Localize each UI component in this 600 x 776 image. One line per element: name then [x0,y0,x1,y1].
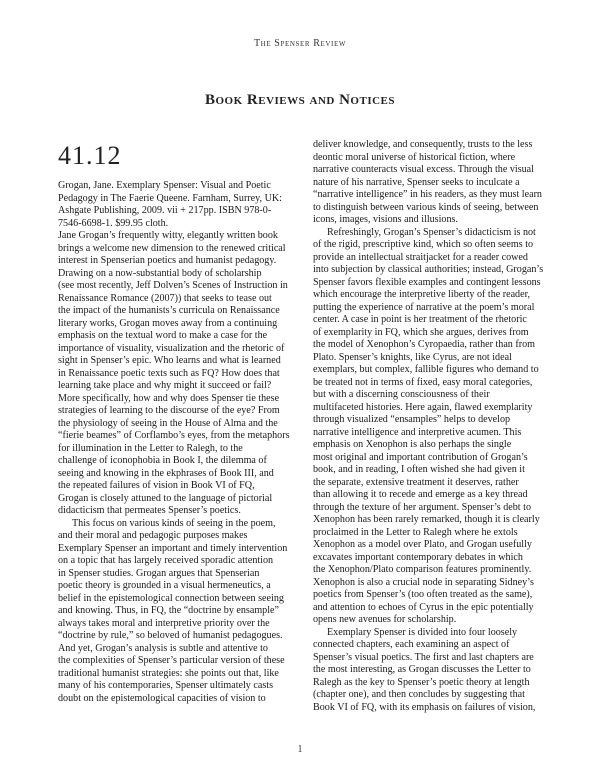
right-line: of the rigid, prescriptive kind, which so often seems to [313,239,534,250]
right-line: through visualized “ensamples” helps to develop [313,414,511,425]
right-line: poetics from Spenser’s (too often treated as the same), [313,589,533,600]
right-line: Xenophon has been rarely remarked, though it is clearly [313,514,540,525]
left-line: many of his contemporaries, Spenser ultimately casts [58,680,273,691]
right-line: narrative counteracts visual excess. Through the visual [313,164,534,175]
right-line: “narrative intelligence” in his readers, as they must learn [313,189,542,200]
right-line: the Xenophon/Plato comparison features prominently. [313,564,532,575]
left-line: the impact of the humanists’s curricula on Renaissance [58,305,280,316]
left-line: learning take place and why might it succeed or fail? [58,380,272,391]
right-line: narrative intelligence and interpretive acumen. This [313,426,522,438]
left-line: emphasis on the textual word to make a case for the [58,330,268,341]
left-line: for illumination in the Letter to Ralegh, to the [58,442,243,454]
left-line: “fierie beames” of Corflambo’s eyes, from the metaphors [58,430,290,441]
right-line: excavates important contemporary debates in which [313,551,523,563]
left-line: literary works, Grogan moves away from a continuing [58,317,278,329]
left-line: “doctrine by rule,” so beloved of humanist pedagogues. [58,630,283,641]
right-line: the model of Xenophon’s Cyropaedia, rather than from [313,339,535,350]
left-line: Renaissance Romance (2007)) that seeks to tease out [58,292,272,304]
right-line: Ralegh as the key to Spenser’s poetic theory at length [313,676,530,688]
left-line: in Spenser studies. Grogan argues that Spenserian [58,567,260,579]
right-line: Refreshingly, Grogan’s Spenser’s didacticism is not [327,226,536,238]
left-line: Ashgate Publishing, 2009. vii + 217pp. ISBN 978-0- [58,205,272,216]
right-line: connected chapters, each examining an aspect of [313,639,510,650]
right-line: to distinguish between various kinds of seeing, between [313,201,539,213]
left-line: the repeated failures of vision in Book VI of FQ, [58,480,255,491]
left-line: belief in the epistemological connection between seeing [58,592,284,604]
entry-number: 41.12 [58,141,122,170]
left-line: always takes moral and interpretive priority over the [58,617,270,629]
right-line: Plato. Spenser’s knights, like Cyrus, are not ideal [313,351,512,363]
right-line: center. A case in point is her treatment of the rhetoric [313,314,527,325]
right-line: deontic moral universe of historical fiction, where [313,151,516,163]
right-line: multifaceted histories. Here again, flawed exemplarity [313,401,533,413]
left-line: Drawing on a now-substantial body of scholarship [58,267,262,279]
right-line: the separate, extensive treatment it deserves, rather [313,476,519,488]
right-line: but with a discerning consciousness of their [313,389,490,400]
running-head: The Spenser Review [253,38,347,49]
right-line: icons, images, visions and illusions. [313,214,458,225]
left-line: 7546-6698-1. $99.95 cloth. [58,217,169,229]
left-line: on a topic that has largely received sporadic attention [58,555,274,566]
right-line: which encourage the interpretive liberty of the reader, [313,289,531,300]
left-line: Jane Grogan’s frequently witty, elegantly written book [58,230,278,241]
right-line: Exemplary Spenser is divided into four loosely [327,626,518,638]
left-line: didacticism that permeates Spenser’s poetics. [58,505,241,516]
left-line: sight in Spenser’s epic. Who learns and what is learned [58,355,281,366]
right-line: of exemplarity in FQ, which she argues, derives from [313,326,529,338]
right-line: emphasis on Xenophon is also perhaps the single [313,439,512,450]
left-line: challenge of iconophobia in Book I, the dilemma of [58,455,267,466]
left-line: interest in Spenserian poetics and humanist pedagogy. [58,255,277,266]
left-line: doubt on the epistemological capacities of vision to [58,692,266,704]
left-line: seeing and knowing in the ekphrases of Book III, and [58,467,274,479]
right-line: the most interesting, as Grogan discusses the Letter to [313,664,531,675]
left-line: in Renaissance poetic texts such as FQ? How does that [58,367,280,379]
left-line: the physiology of seeing in the House of Alma and the [58,417,278,429]
right-line: provide an intellectual straitjacket for a reader cowed [313,251,528,263]
right-line: through the texture of her argument. Spenser’s debt to [313,501,531,513]
page-number: 1 [297,744,303,755]
left-line: and their moral and pedagogic purposes makes [58,530,248,541]
right-line: Xenophon as a model over Plato, and Grogan usefully [313,539,532,550]
left-line: and knowing. Thus, in FQ, the “doctrine by ensample” [58,605,279,616]
right-line: most original and important contribution of Grogan’s [313,451,528,463]
right-line: Spenser’s visual poetics. The first and last chapters are [313,651,534,663]
left-line: Grogan, Jane. Exemplary Spenser: Visual and Poetic [58,180,271,191]
right-line: nature of his narrative, Spenser seeks to inculcate a [313,176,520,188]
right-line: than allowing it to recede and emerge as a key thread [313,489,528,500]
right-line: Spenser favors flexible examples and contingent lessons [313,276,541,288]
left-line: (see most recently, Jeff Dolven’s Scenes of Instruction in [58,280,288,291]
left-line: importance of visuality, visualization and the rhetoric of [58,342,285,354]
right-line: and attention to echoes of Cyrus in the epic potentially [313,601,534,613]
right-line: proclaimed in the Letter to Ralegh where he extols [313,526,518,538]
right-line: exemplars, but complex, fallible figures who demand to [313,364,539,375]
left-line: poetic theory is grounded in a visual hermeneutics, a [58,580,271,591]
left-column [58,180,298,705]
left-line: Pedagogy in The Faerie Queene. Farnham, Surrey, UK: [58,192,282,204]
right-line: into subjection by classical authorities; instead, Grogan’s [313,264,544,275]
right-line: book, and in reading, I often wished she had given it [313,464,525,475]
left-line: More specifically, how and why does Spenser tie these [58,392,280,404]
right-column [313,139,555,714]
left-line: traditional humanist strategies: she points out that, like [58,667,279,679]
right-line: Book VI of FQ, with its emphasis on failures of vision, [313,701,536,713]
right-line: be treated not in terms of fixed, easy moral categories, [313,376,533,388]
right-line: Xenophon is also a crucial node in separating Sidney’s [313,576,534,588]
left-line: brings a welcome new dimension to the renewed critical [58,242,286,254]
right-line: putting the experience of narrative at the poem’s moral [313,301,535,313]
right-line: (chapter one), and then concludes by suggesting that [313,689,525,700]
left-line: strategies of learning to the discourse of the eye? From [58,405,280,416]
left-line: Exemplary Spenser an important and timely intervention [58,542,288,554]
left-line: the complexities of Spenser’s particular version of these [58,655,285,666]
left-line: And yet, Grogan’s analysis is subtle and attentive to [58,642,268,654]
section-title: Book Reviews and Notices [204,92,395,108]
right-line: deliver knowledge, and consequently, trusts to the less [313,139,533,150]
left-line: This focus on various kinds of seeing in the poem, [72,517,276,529]
right-line: opens new avenues for scholarship. [313,614,457,625]
left-line: Grogan is closely attuned to the language of pictorial [58,492,273,504]
